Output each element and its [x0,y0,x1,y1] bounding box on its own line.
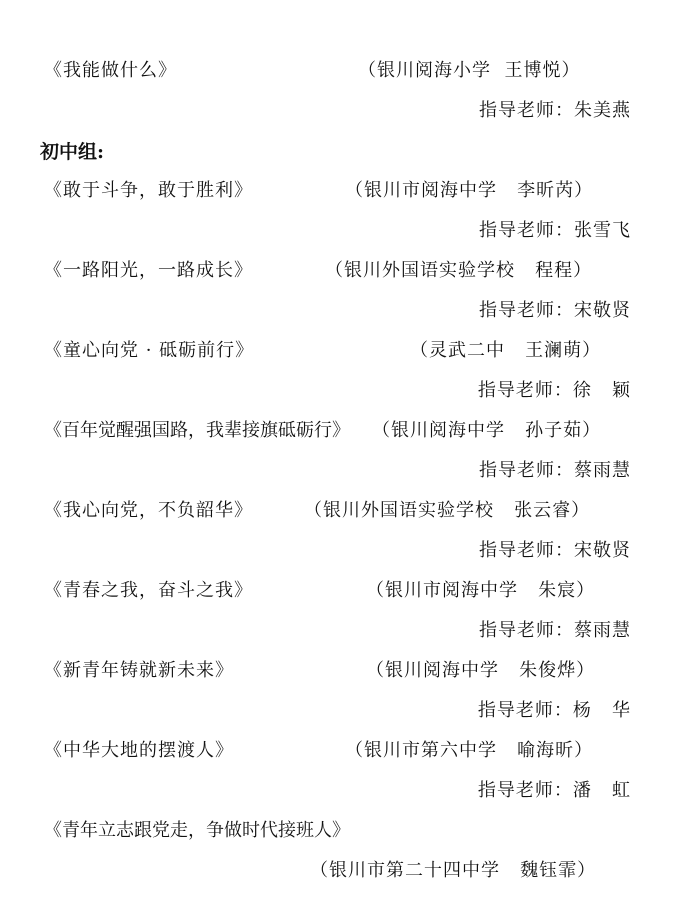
entry-school-author: （银川市阅海中学 李昕芮） [345,180,594,201]
entry-title: 《敢于斗争，敢于胜利》 [44,180,253,201]
entry-title: 《青春之我，奋斗之我》 [44,580,253,601]
entry-title: 《一路阳光，一路成长》 [44,260,253,281]
entry-title: 《百年觉醒强国路，我辈接旗砥砺行》 [44,420,350,441]
entry-teacher: 指导老师：张雪飞 [479,220,631,241]
entry-school-author: （银川外国语实验学校 张云睿） [304,500,591,521]
entry-school-author: （银川市阅海中学 朱宸） [366,580,596,601]
entry-school-author: （银川市第二十四中学 魏钰霏） [310,860,597,881]
entry-teacher: 指导老师：蔡雨慧 [479,620,631,641]
entry-title: 《我能做什么》 [44,60,177,81]
entry-title: 《我心向党，不负韶华》 [44,500,253,521]
entry-title: 《新青年铸就新未来》 [44,660,234,681]
entry-teacher: 指导老师：杨 华 [477,700,631,721]
entry-school-author: （银川外国语实验学校 程程） [325,260,593,281]
entry-school-author: （灵武二中 王澜萌） [410,340,602,361]
entry-teacher: 指导老师：蔡雨慧 [479,460,631,481]
entry-teacher: 指导老师：徐 颖 [477,380,631,401]
entry-teacher: 指导老师：朱美燕 [479,100,631,121]
entry-teacher: 指导老师：宋敬贤 [479,300,631,321]
entry-title: 《中华大地的摆渡人》 [44,740,234,761]
entry-school-author: （银川阅海中学 朱俊烨） [366,660,596,681]
entry-title: 《童心向党 · 砥砺前行》 [44,340,255,361]
entry-teacher: 指导老师：潘 虹 [477,780,631,801]
entry-title: 《青年立志跟党走，争做时代接班人》 [44,820,350,841]
section-heading-middle-school: 初中组: [40,141,105,163]
entry-school-author: （银川阅海中学 孙子茹） [372,420,602,441]
entry-school-author: （银川阅海小学 王博悦） [358,60,581,81]
entry-teacher: 指导老师：宋敬贤 [479,540,631,561]
entry-school-author: （银川市第六中学 喻海昕） [345,740,594,761]
